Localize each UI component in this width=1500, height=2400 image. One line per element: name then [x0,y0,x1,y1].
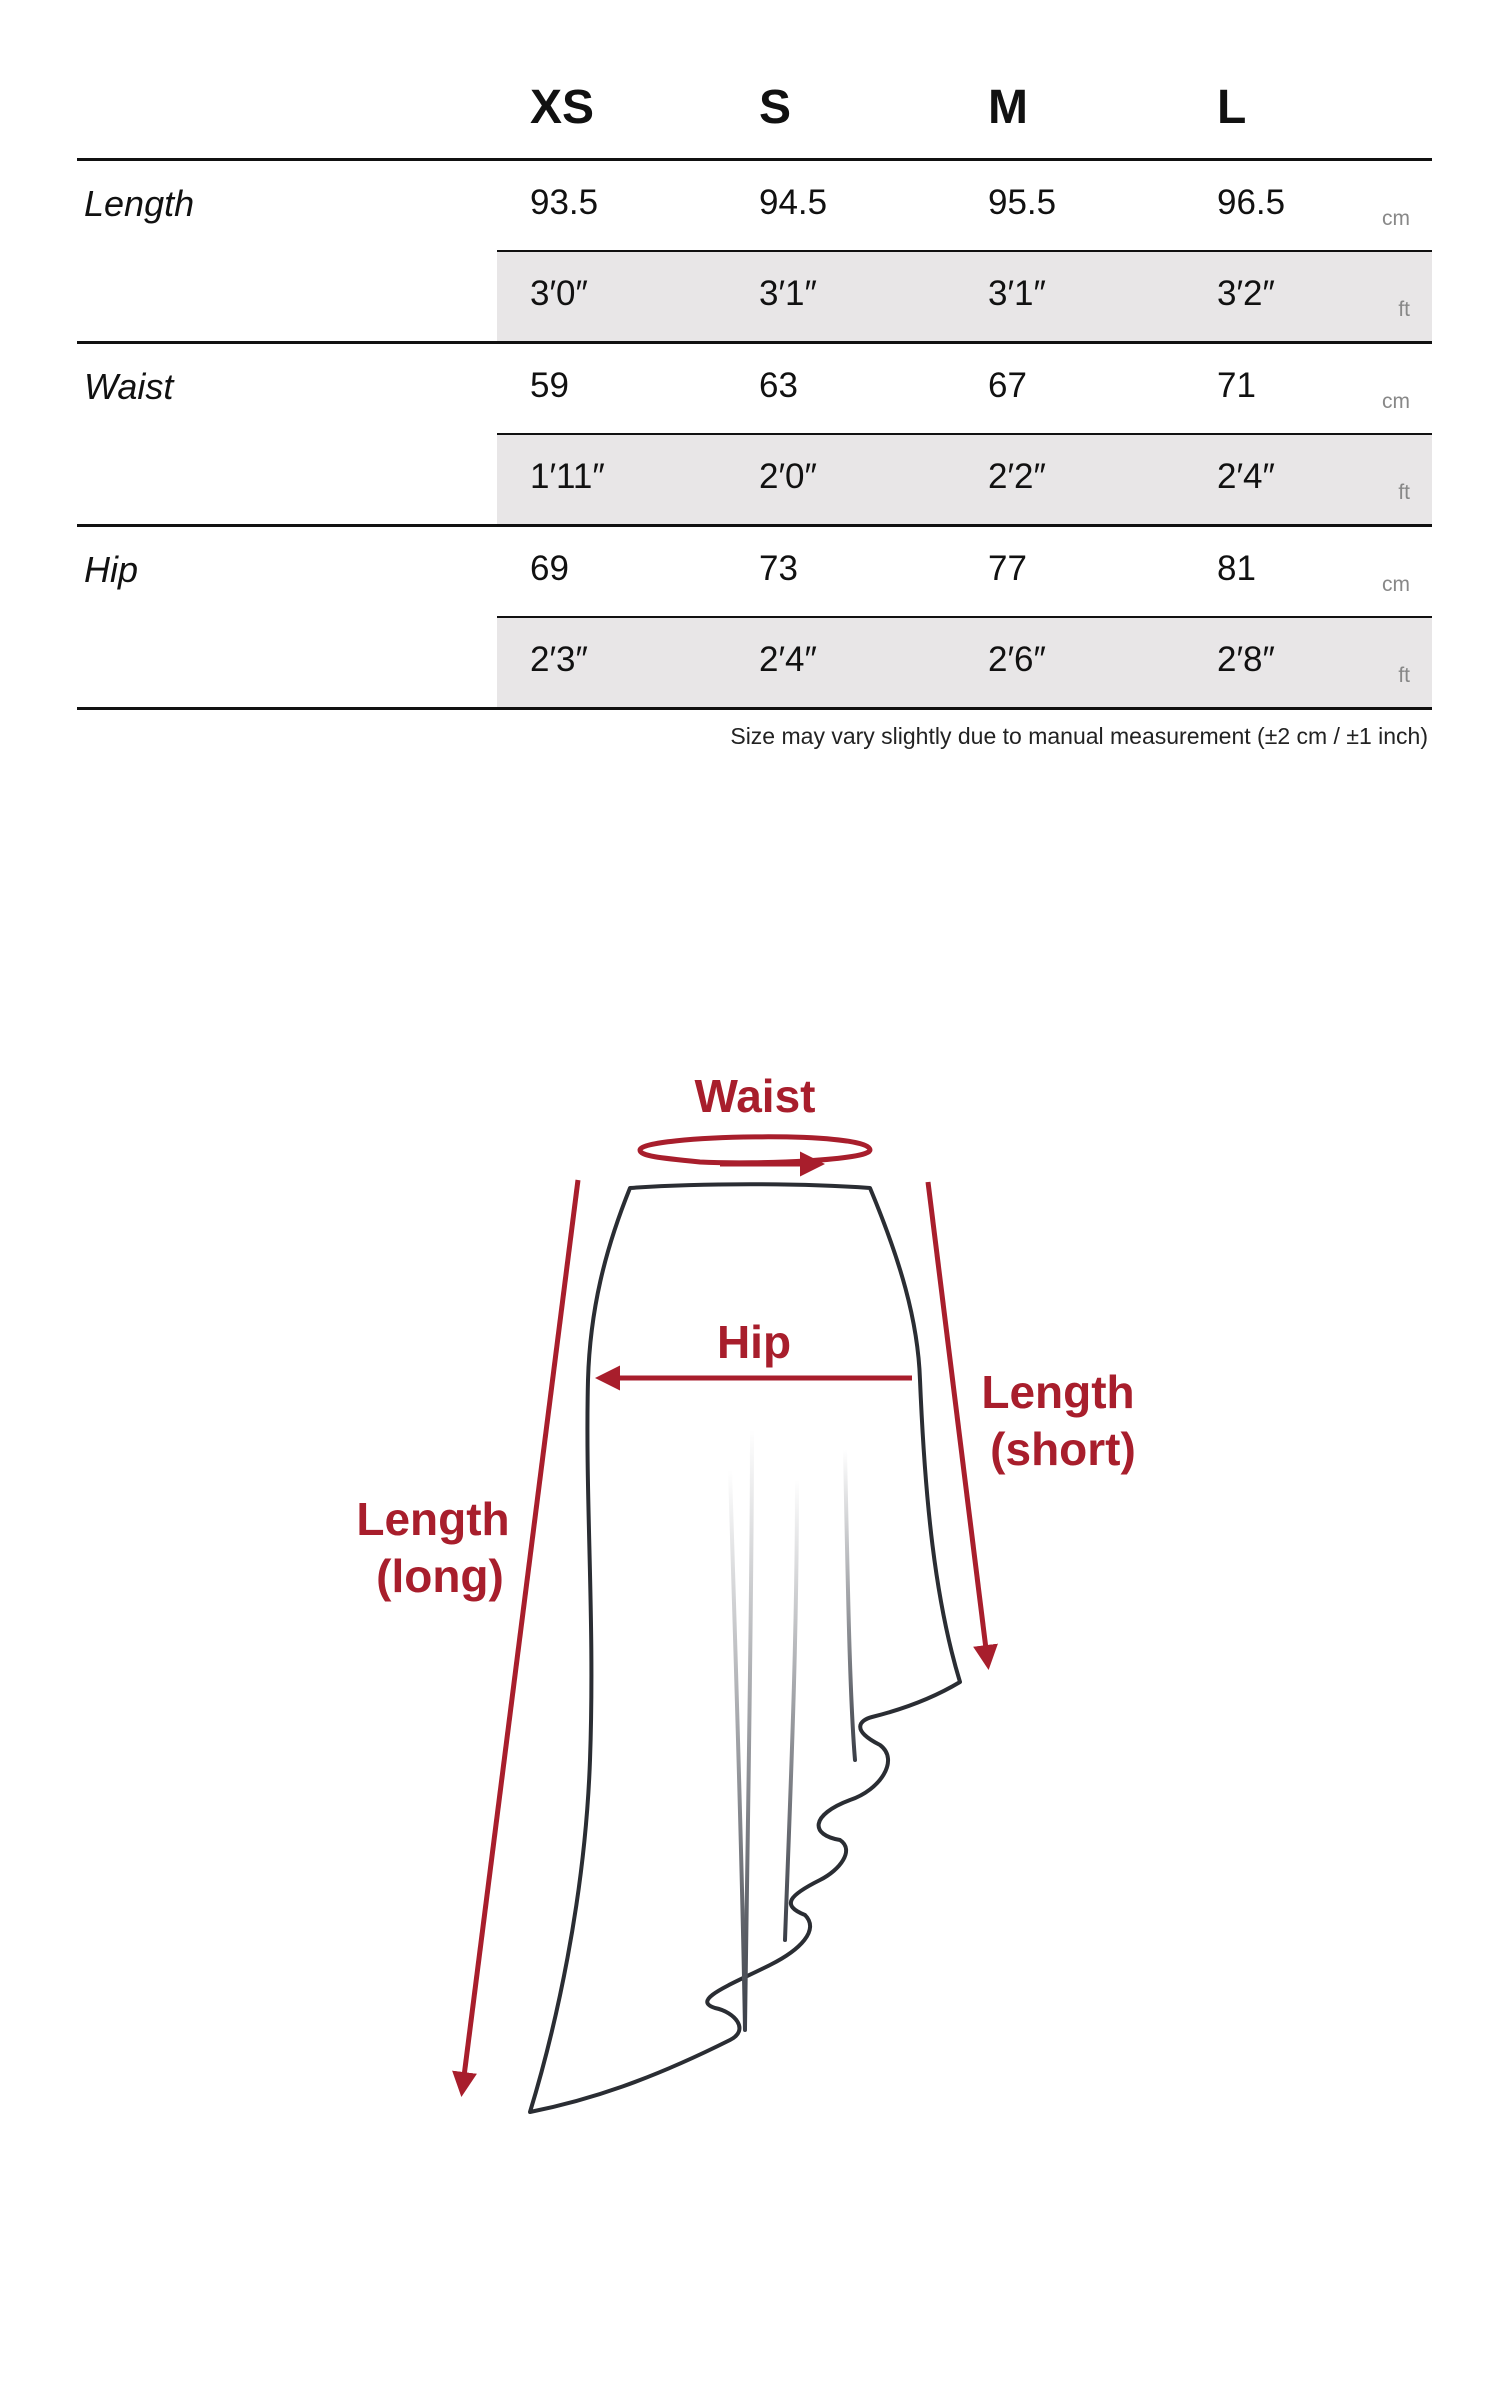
cm-row [497,161,1432,253]
measurement-label: Hip [84,549,139,590]
unit-cm: cm [1382,390,1410,413]
cell-cm: 81 [1217,549,1256,588]
ft-row [497,435,1432,524]
cell-cm: 63 [759,366,798,405]
cm-row [497,344,1432,436]
cell-ft: 2′3″ [530,640,588,679]
cm-row [497,527,1432,619]
length-long-sub-label: (long) [376,1550,504,1602]
cell-ft: 2′8″ [1217,640,1275,679]
cell-ft: 2′4″ [1217,457,1275,496]
size-header-s: S [759,81,792,134]
cell-cm: 71 [1217,366,1256,405]
measurement-label: Length [84,183,195,224]
cell-cm: 73 [759,549,798,588]
length-short-label: Length [981,1366,1135,1418]
measurement-group-length [77,161,1432,344]
unit-ft: ft [1398,298,1410,321]
size-header-row [77,60,1432,161]
length-long-label: Length [356,1493,510,1545]
cell-ft: 2′2″ [988,457,1046,496]
size-header-l: L [1217,81,1247,134]
length-short-sub-label: (short) [990,1423,1136,1475]
cell-ft: 3′1″ [759,274,817,313]
cell-ft: 2′6″ [988,640,1046,679]
measurement-note: Size may vary slightly due to manual measurement (±2 cm / ±1 inch) [730,723,1428,749]
ft-row [497,618,1432,707]
unit-cm: cm [1382,573,1410,596]
waist-measure-arrow [640,1137,870,1164]
cell-ft: 3′1″ [988,274,1046,313]
unit-cm: cm [1382,207,1410,230]
length-long-arrow [462,1180,578,2092]
cell-ft: 2′0″ [759,457,817,496]
cell-cm: 95.5 [988,183,1057,222]
waist-label: Waist [694,1070,816,1122]
cell-cm: 96.5 [1217,183,1286,222]
cell-ft: 3′2″ [1217,274,1275,313]
cell-ft: 3′0″ [530,274,588,313]
cell-ft: 1′11″ [530,457,605,496]
cell-cm: 93.5 [530,183,599,222]
cell-cm: 77 [988,549,1027,588]
hip-label: Hip [716,1316,792,1368]
size-header-xs: XS [530,81,595,134]
cell-ft: 2′4″ [759,640,817,679]
ft-row [497,252,1432,341]
cell-cm: 67 [988,366,1027,405]
size-chart-table [77,60,1432,710]
measurement-group-waist [77,344,1432,527]
skirt-measurement-diagram [0,1000,1500,2200]
unit-ft: ft [1398,481,1410,504]
cell-cm: 59 [530,366,569,405]
measurement-label: Waist [84,366,174,407]
cell-cm: 69 [530,549,569,588]
measurement-group-hip [77,527,1432,710]
unit-ft: ft [1398,664,1410,687]
cell-cm: 94.5 [759,183,828,222]
size-header-m: M [988,81,1028,134]
